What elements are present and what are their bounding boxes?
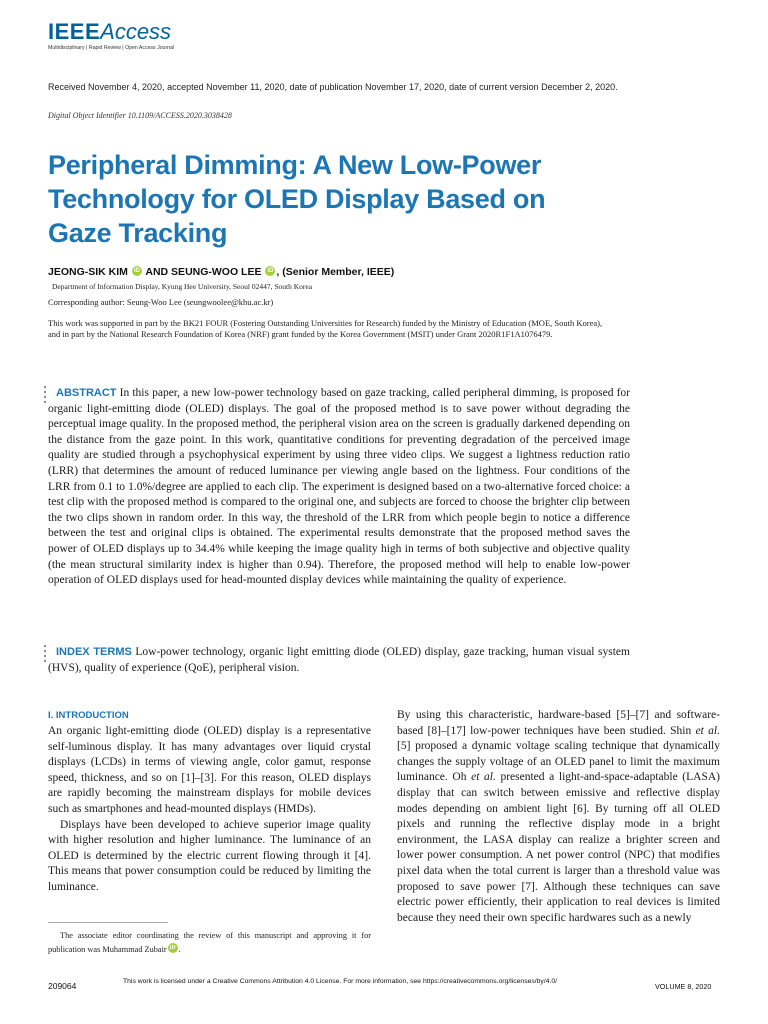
abstract-label: ABSTRACT (56, 387, 117, 399)
intro-text-segment: [5] proposed a dynamic voltage scaling technique that dynamically changes the supply voltage of an OLED panel to limit the maximum luminance. Oh (397, 740, 720, 784)
corresponding-author: Corresponding author: Seung-Woo Lee (seungwoolee@khu.ac.kr) (48, 297, 274, 307)
index-terms-label: INDEX TERMS (56, 646, 132, 658)
intro-paragraph-3 (397, 708, 720, 926)
funding-statement: This work was supported in part by the BK21 FOUR (Fostering Outstanding Universities for Research) funded by the Ministry of Education (MOE, South Korea), and in part by the National Research Foundation of Korea (NRF) grant funded by the Korea Government (MSIT) under Grant 2020R1F1A1076479. (48, 318, 603, 339)
abstract-text: In this paper, a new low-power technology based on gaze tracking, called peripheral dimming, is proposed for organic light-emitting diode (OLED) displays. The goal of the proposed method is to save power without degrading the perceptual image quality. In the proposed method, the peripheral vision area on the screen is gradually darkened depending on the distance from the gaze point. In this work, quantitative conditions for preventing degradation of the perceived image quality are studied through a psychophysical experiment by using three video clips. We suggest a lightness reduction ratio (LRR) that determines the amount of reduced luminance per viewing angle based on the lightness. Four conditions of the LRR from 0.1 to 1.0%/degree are applied to each clip. The experiment is designed based on a two-alternative forced choice: a test clip with the proposed method is compared to the original one, and subjects are forced to choose the brighter clip between the two clips shown in random order. In this way, the threshold of the LRR from which people begin to notice a difference between the test and original clips is obtained. The experimental results demonstrate that the proposed method saves the power of OLED displays up to 34.4% while keeping the image quality high in terms of both subjective and objective quality (the mean structural similarity index is higher than 0.94). Therefore, the proposed method will help to enable low-power operation of OLED displays used for head-mounted display devices while maintaining the quality of experience. (48, 387, 631, 587)
footnote: The associate editor coordinating the review of this manuscript and approving it for publication was Muhammad Zubair iD . (48, 931, 371, 954)
index-terms-marker-icon (44, 645, 47, 665)
intro-etal: et al. (695, 724, 720, 737)
journal-logo-text (48, 20, 174, 44)
author-membership: , (Senior Member, IEEE) (276, 266, 395, 278)
orcid-icon[interactable]: iD (133, 268, 140, 274)
logo-ieee: IEEE (48, 19, 101, 44)
intro-paragraph-2: Displays have been developed to achieve superior image quality with higher resolution and higher luminance. The luminance of an OLED is determined by the electric current flowing through it [4]. This means that power consumption could be reduced by limiting the luminance. (48, 818, 371, 893)
author-2: AND SEUNG-WOO LEE (145, 266, 262, 278)
author-1: JEONG-SIK KIM (48, 266, 128, 278)
index-terms-text: Low-power technology, organic light emitting diode (OLED) display, gaze tracking, human visual system (HVS), quality of experience (QoE), peripheral vision. (48, 646, 630, 674)
left-column (48, 708, 371, 896)
received-dates: Received November 4, 2020, accepted November 11, 2020, date of publication November 17, 2020, date of current version December 2, 2020. (48, 82, 618, 92)
index-terms (48, 645, 630, 676)
footnote-text: The associate editor coordinating the review of this manuscript and approving it for publication was Muhammad Zubair (48, 931, 371, 954)
paper-title: Peripheral Dimming: A New Low-Power Technology for OLED Display Based on Gaze Tracking (48, 150, 546, 248)
right-column (397, 708, 720, 926)
orcid-icon[interactable]: iD (169, 945, 176, 951)
section-heading-introduction: I. INTRODUCTION (48, 710, 129, 721)
page-number: 209064 (48, 981, 77, 991)
journal-logo (48, 20, 174, 51)
doi: Digital Object Identifier 10.1109/ACCESS.2020.3038428 (48, 111, 232, 120)
affiliation: Department of Information Display, Kyung Hee University, Seoul 02447, South Korea (52, 282, 313, 291)
journal-tagline: Multidisciplinary | Rapid Review | Open Access Journal (48, 45, 175, 51)
author-line (48, 266, 394, 278)
logo-access: Access (100, 19, 172, 44)
intro-text-segment: By using this characteristic, hardware-based [5]–[7] and software-based [8]–[17] low-power techniques have been studied. Shin (397, 709, 720, 737)
abstract (48, 386, 630, 589)
volume-label: VOLUME 8, 2020 (655, 982, 712, 991)
intro-paragraph-1: An organic light-emitting diode (OLED) display is a representative self-luminous display. It has many advantages over liquid crystal displays (LCDs) in terms of viewing angle, color gamut, response speed, thickness, and so on [1]–[3]. For this reason, OLED displays are rapidly becoming the mainstream displays for mobile devices such as smartphones and head-mounted displays (HMDs). (48, 725, 371, 815)
abstract-marker-icon (44, 386, 47, 406)
footnote-rule (48, 922, 168, 923)
orcid-icon[interactable]: iD (267, 268, 274, 274)
intro-text-segment: presented a light-and-space-adaptable (LASA) display that can switch between emissive and reflective display modes depending on ambient light [6]. By turning off all OLED pixels and running the reflective display mode in a bright environment, the LASA display can realize a brighter screen and lower power consumption. A net power control (NPC) that modifies pixel data when the total current is larger than a threshold value was proposed to save power [7]. Although these techniques can save electric power efficiently, their application to real devices is limited because they need their own specific hardwares such as a newly (397, 771, 720, 924)
license-note[interactable]: This work is licensed under a Creative Commons Attribution 4.0 License. For more information, see https://creativecommons.org/licenses/by/4.0/ (123, 978, 558, 985)
intro-etal: et al. (471, 771, 496, 784)
